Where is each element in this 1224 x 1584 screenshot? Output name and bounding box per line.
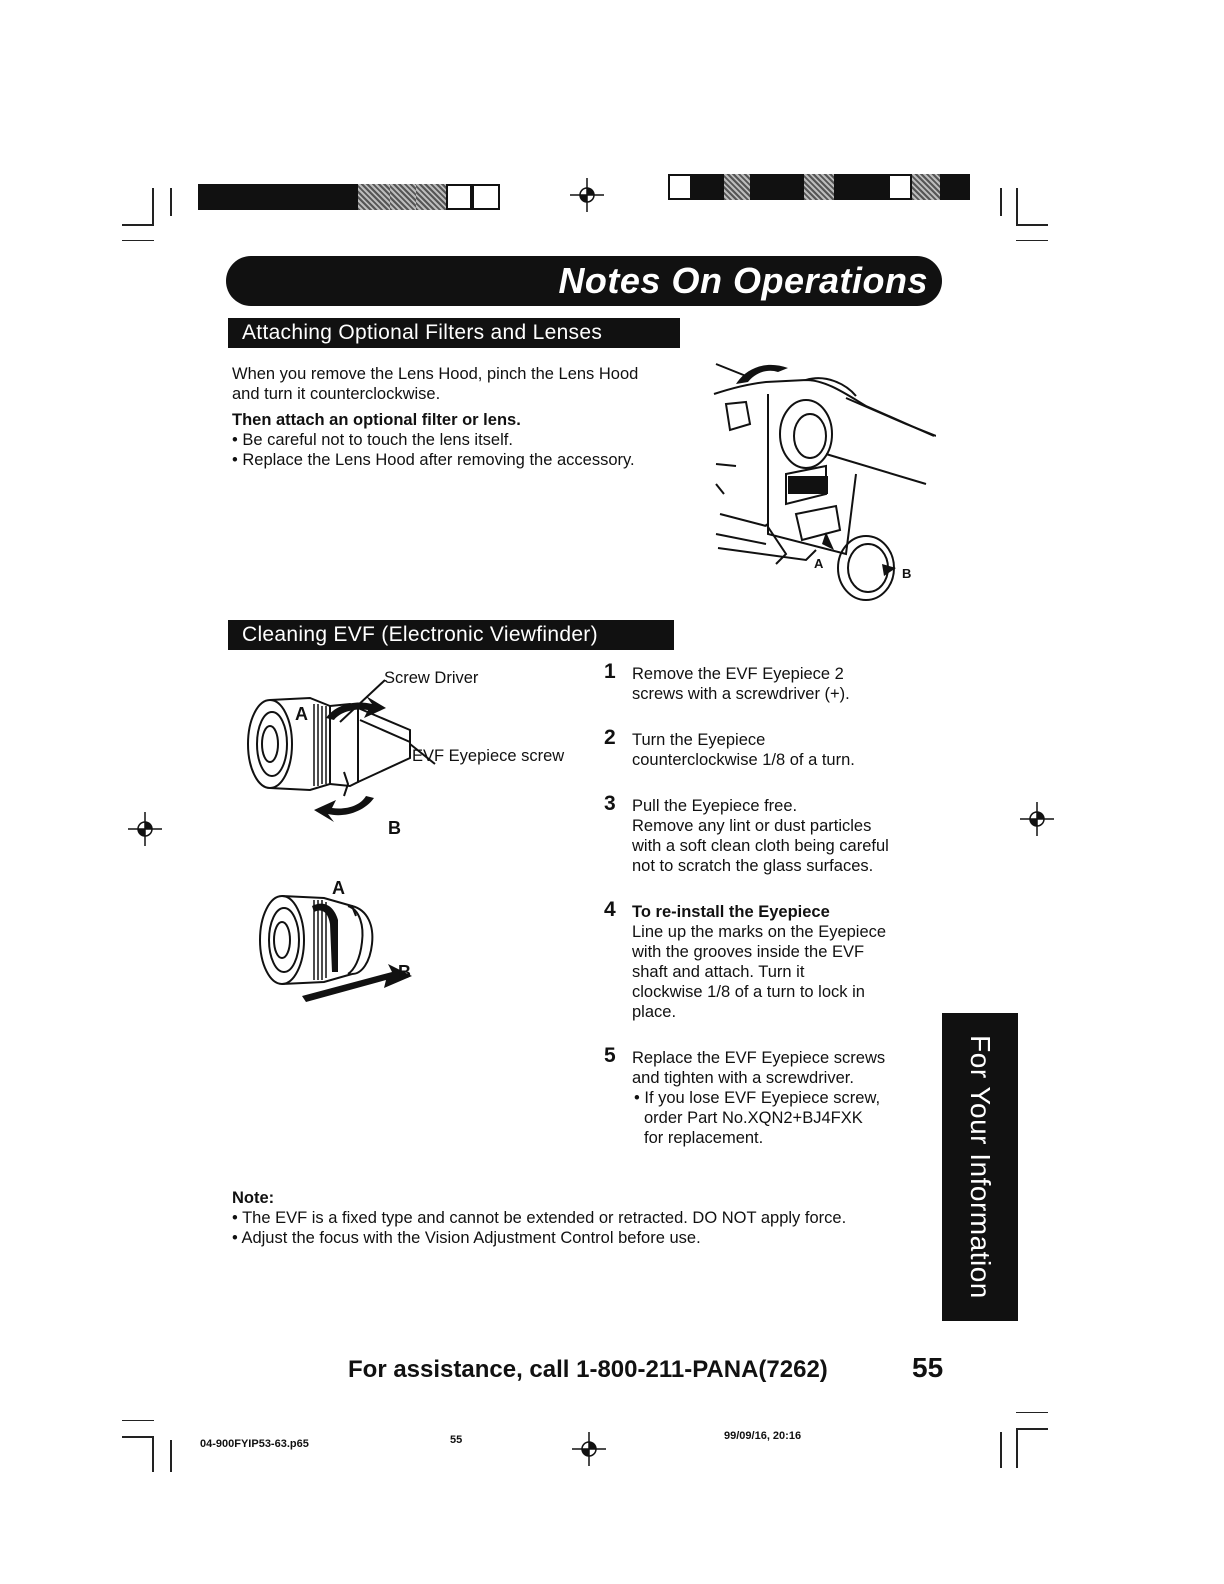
- crop-mark: [170, 188, 172, 216]
- text-line: and tighten with a screwdriver.: [632, 1069, 854, 1087]
- crop-mark: [122, 1420, 154, 1421]
- text-line: not to scratch the glass surfaces.: [632, 857, 874, 875]
- text-line: with a soft clean cloth being careful: [632, 837, 889, 855]
- step-5: [604, 1044, 934, 1154]
- bullet-item: • The EVF is a fixed type and cannot be extended or retracted. DO NOT apply force.: [232, 1209, 847, 1227]
- label-screw-driver: Screw Driver: [384, 669, 479, 687]
- text-line: and turn it counterclockwise.: [232, 385, 441, 403]
- step-number: 1: [604, 660, 616, 683]
- text-line: clockwise 1/8 of a turn to lock in: [632, 983, 865, 1001]
- text-line: Replace the EVF Eyepiece screws: [632, 1049, 886, 1067]
- bold-instruction: Then attach an optional filter or lens.: [232, 411, 521, 429]
- illustration-label-b: B: [388, 818, 401, 838]
- crop-mark: [170, 1440, 172, 1472]
- bullet-item: • Adjust the focus with the Vision Adjustment Control before use.: [232, 1229, 701, 1247]
- step-number: 3: [604, 792, 616, 815]
- section-heading-text: Cleaning EVF (Electronic Viewfinder): [242, 623, 598, 646]
- text-line: place.: [632, 1003, 677, 1021]
- lens-hood-illustration: [706, 354, 936, 604]
- step-text: [632, 664, 932, 704]
- section-heading-filters: [228, 318, 680, 348]
- filters-paragraph: [232, 364, 702, 470]
- crop-mark: [122, 240, 154, 241]
- text-line: Turn the Eyepiece: [632, 731, 766, 749]
- crop-mark: [1000, 188, 1002, 216]
- text-line: with the grooves inside the EVF: [632, 943, 865, 961]
- text-line: When you remove the Lens Hood, pinch the Lens Hood: [232, 365, 639, 383]
- step-text: [632, 796, 932, 876]
- illustration-label-b: B: [398, 962, 411, 982]
- step-1: [604, 660, 934, 710]
- text-line: screws with a screwdriver (+).: [632, 685, 850, 703]
- note-block: [232, 1188, 932, 1248]
- step-text: [632, 902, 932, 1022]
- text-line: Remove the EVF Eyepiece 2: [632, 665, 844, 683]
- crop-mark: [1016, 1428, 1018, 1468]
- registration-crosshair-icon: [128, 812, 162, 846]
- section-heading-text: Attaching Optional Filters and Lenses: [242, 321, 603, 344]
- registration-crosshair-icon: [572, 1432, 606, 1466]
- text-line: Remove any lint or dust particles: [632, 817, 872, 835]
- page-number: 55: [912, 1352, 944, 1383]
- illustration-label-a: A: [814, 556, 824, 571]
- side-tab-for-your-information: [942, 1013, 1018, 1321]
- bullet-item: • Replace the Lens Hood after removing the accessory.: [232, 451, 635, 469]
- registration-bar-right: [668, 174, 970, 200]
- step-3: [604, 792, 934, 882]
- page-title: [226, 256, 942, 306]
- step-2: [604, 726, 934, 776]
- step-text: [632, 1048, 932, 1148]
- crop-mark: [1016, 224, 1048, 226]
- text-line: counterclockwise 1/8 of a turn.: [632, 751, 855, 769]
- crop-mark: [1016, 188, 1018, 226]
- crop-mark: [1000, 1432, 1002, 1468]
- bullet-item: • If you lose EVF Eyepiece screw,: [634, 1089, 881, 1107]
- illustration-label-a: A: [295, 704, 308, 724]
- assistance-phone: For assistance, call 1-800-211-PANA(7262): [348, 1356, 828, 1383]
- registration-bar-left: [198, 184, 500, 210]
- print-file-page: 55: [450, 1434, 463, 1446]
- registration-crosshair-icon: [1020, 802, 1054, 836]
- text-line: Line up the marks on the Eyepiece: [632, 923, 887, 941]
- crop-mark: [152, 1436, 154, 1472]
- print-timestamp: 99/09/16, 20:16: [724, 1430, 802, 1442]
- text-line: shaft and attach. Turn it: [632, 963, 805, 981]
- page-title-text: Notes On Operations: [558, 260, 928, 301]
- step-number: 5: [604, 1044, 616, 1067]
- evf-eyepiece-reinstall-illustration: [252, 876, 432, 1006]
- crop-mark: [122, 224, 154, 226]
- crop-mark: [1016, 1412, 1048, 1413]
- step-text: [632, 730, 932, 770]
- illustration-label-a: A: [332, 878, 345, 898]
- registration-crosshair-icon: [570, 178, 604, 212]
- print-file-name: 04-900FYIP53-63.p65: [200, 1438, 309, 1450]
- illustration-label-b: B: [902, 566, 912, 581]
- step-number: 2: [604, 726, 616, 749]
- section-heading-evf: [228, 620, 674, 650]
- part-number: order Part No.XQN2+BJ4FXK: [644, 1109, 863, 1127]
- side-tab-label: For Your Information: [965, 1035, 996, 1299]
- bullet-item: • Be careful not to touch the lens itself.: [232, 431, 513, 449]
- step-subheading: To re-install the Eyepiece: [632, 903, 830, 921]
- crop-mark: [122, 1436, 154, 1438]
- step-number: 4: [604, 898, 616, 921]
- crop-mark: [152, 188, 154, 226]
- label-evf-eyepiece-screw: EVF Eyepiece screw: [412, 747, 565, 765]
- note-label: Note:: [232, 1189, 275, 1207]
- text-line: for replacement.: [644, 1129, 764, 1147]
- text-line: Pull the Eyepiece free.: [632, 797, 798, 815]
- crop-mark: [1016, 1428, 1048, 1430]
- step-4: [604, 898, 934, 1028]
- crop-mark: [1016, 240, 1048, 241]
